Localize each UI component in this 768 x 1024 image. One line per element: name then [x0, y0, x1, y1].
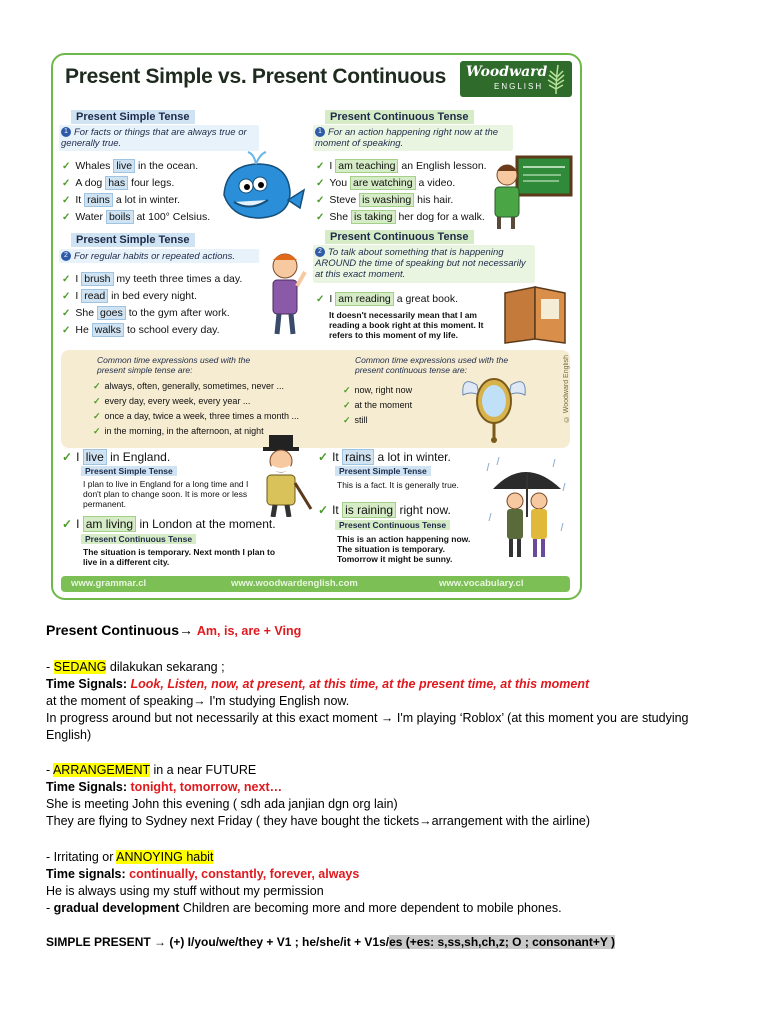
- check-icon: ✓: [62, 212, 71, 223]
- check-icon: ✓: [93, 426, 101, 436]
- check-icon: ✓: [343, 400, 351, 410]
- doc-line-sedang: - SEDANG dilakukan sekarang ;: [46, 660, 225, 674]
- rule-text: For an action happening right now at the moment of speaking.: [315, 127, 499, 149]
- big-example-line: ✓ I live in England.: [62, 450, 171, 464]
- example-line: ✓ She goes to the gym after work.: [62, 307, 230, 319]
- man-brushing-illustration: [259, 250, 313, 336]
- example-line: ✓ Water boils at 100° Celsius.: [62, 211, 211, 223]
- example-note: I plan to live in England for a long time and I don't plan to change soon. It is more or less permanent.: [83, 479, 249, 509]
- big-example-line: ✓ It rains a lot in winter.: [318, 450, 451, 464]
- verb-highlight: read: [81, 289, 108, 303]
- book-illustration: [501, 283, 569, 345]
- number-badge: 1: [61, 127, 71, 137]
- simple-rule-1: [61, 127, 259, 149]
- highlight-sedang: SEDANG: [53, 660, 107, 674]
- tense-tag: Present Continuous Tense: [81, 534, 196, 544]
- check-icon: ✓: [316, 195, 325, 206]
- gentleman-illustration: [249, 433, 321, 517]
- verb-highlight: live: [83, 449, 107, 465]
- woodward-logo: [460, 61, 572, 97]
- present-continuous-heading: [46, 622, 301, 640]
- check-icon: ✓: [316, 161, 325, 172]
- poster-footer: [61, 576, 570, 592]
- rule-text: For facts or things that are always true or generally true.: [61, 127, 247, 149]
- check-icon: ✓: [93, 396, 101, 406]
- simple-rule-2: [61, 251, 259, 262]
- verb-highlight: brush: [81, 272, 113, 286]
- tense-tag: Present Simple Tense: [335, 466, 431, 476]
- time-expression: ✓ in the morning, in the afternoon, at night: [93, 426, 264, 436]
- verb-highlight: has: [105, 176, 128, 190]
- example-line: ✓ Whales live in the ocean.: [62, 160, 199, 172]
- continuous-rule-2: [315, 247, 533, 280]
- footer-link-vocabulary[interactable]: www.vocabulary.cl: [439, 578, 524, 589]
- verb-highlight: live: [113, 159, 135, 173]
- example-line: ✓ I am teaching an English lesson.: [316, 160, 487, 172]
- verb-highlight: are watching: [350, 176, 416, 190]
- highlight-annoying: ANNOYING habit: [116, 850, 214, 864]
- check-icon: ✓: [62, 308, 71, 319]
- fern-icon: [544, 63, 568, 95]
- example-line: ✓ Steve is washing his hair.: [316, 194, 454, 206]
- doc-line-progress: In progress around but not necessarily at this exact moment → I'm playing ‘Roblox’ (at this moment you are studying English): [46, 711, 689, 742]
- grammar-infographic: [51, 53, 582, 600]
- check-icon: ✓: [62, 291, 71, 302]
- example-line: ✓ I read in bed every night.: [62, 290, 197, 302]
- number-badge: 2: [61, 251, 71, 261]
- doc-line-meeting: She is meeting John this evening ( sdh ada janjian dgn org lain): [46, 797, 398, 811]
- example-line: ✓ It rains a lot in winter.: [62, 194, 181, 206]
- time-signals-value: tonight, tomorrow, next…: [130, 780, 283, 794]
- continuous-tense-heading-2: Present Continuous Tense: [325, 230, 474, 244]
- check-icon: ✓: [62, 161, 71, 172]
- verb-highlight: rains: [342, 449, 374, 465]
- doc-time-signals-2: Time Signals: tonight, tomorrow, next…: [46, 780, 283, 794]
- rule-text: To talk about something that is happening AROUND the time of speaking but not necessarily at this exact moment.: [315, 247, 526, 280]
- verb-highlight: boils: [106, 210, 134, 224]
- check-icon: ✓: [62, 325, 71, 336]
- copyright-vertical: © Woodward English: [563, 355, 570, 423]
- check-icon: ✓: [316, 212, 325, 223]
- check-icon: ✓: [93, 381, 101, 391]
- tense-tag: Present Continuous Tense: [335, 520, 450, 530]
- example-line: ✓ A dog has four legs.: [62, 177, 175, 189]
- tense-tag: Present Simple Tense: [81, 466, 177, 476]
- logo-subtext: ENGLISH: [494, 82, 544, 91]
- doc-line-arrangement: - ARRANGEMENT in a near FUTURE: [46, 763, 257, 777]
- doc-line-gradual: - gradual development Children are becoming more and more dependent to mobile phones.: [46, 901, 562, 915]
- time-signals-value: continually, constantly, forever, always: [129, 867, 360, 881]
- big-example-line: ✓ It is raining right now.: [318, 503, 451, 517]
- simple-tense-heading-2: Present Simple Tense: [71, 233, 195, 247]
- check-icon: ✓: [318, 503, 329, 517]
- doc-line-moment: at the moment of speaking→ I'm studying English now.: [46, 694, 350, 708]
- verb-highlight: goes: [97, 306, 126, 320]
- check-icon: ✓: [62, 517, 73, 531]
- doc-line-stuff: He is always using my stuff without my permission: [46, 884, 324, 898]
- example-line: ✓ She is taking her dog for a walk.: [316, 211, 485, 223]
- verb-highlight: walks: [92, 323, 124, 337]
- check-icon: ✓: [316, 294, 325, 305]
- verb-highlight: am reading: [335, 292, 394, 306]
- time-expression: ✓ at the moment: [343, 400, 413, 410]
- time-expression: ✓ now, right now: [343, 385, 413, 395]
- time-expression: ✓ always, often, generally, sometimes, never ...: [93, 381, 284, 391]
- verb-highlight: am teaching: [335, 159, 398, 173]
- verb-highlight: is raining: [342, 502, 396, 518]
- example-line: ✓ I brush my teeth three times a day.: [62, 273, 243, 285]
- check-icon: ✓: [343, 385, 351, 395]
- simple-present-formula: SIMPLE PRESENT → (+) I/you/we/they + V1 ; he/she/it + V1s/es (+es: s,ss,sh,ch,z; O ; consonant+Y ): [46, 935, 615, 949]
- verb-highlight: am living: [83, 516, 136, 532]
- example-note: This is a fact. It is generally true.: [337, 480, 459, 490]
- heading-title: Present Continuous: [46, 622, 180, 638]
- time-expression: ✓ every day, every week, every year ...: [93, 396, 251, 406]
- umbrella-couple-illustration: [485, 453, 571, 565]
- continuous-note-2: It doesn't necessarily mean that I am reading a book right at this moment. It refers to this moment of my life.: [329, 310, 484, 340]
- example-line: ✓ He walks to school every day.: [62, 324, 220, 336]
- doc-line-annoying: - Irritating or ANNOYING habit: [46, 850, 214, 864]
- doc-line-flying: They are flying to Sydney next Friday ( they have bought the tickets→arrangement with the airline): [46, 814, 591, 828]
- continuous-tense-heading-1: Present Continuous Tense: [325, 110, 474, 124]
- footer-link-grammar[interactable]: www.grammar.cl: [71, 578, 147, 589]
- continuous-time-heading: Common time expressions used with the present continuous tense are:: [355, 355, 509, 375]
- check-icon: ✓: [62, 274, 71, 285]
- teacher-illustration: [489, 153, 573, 229]
- highlight-arrangement: ARRANGEMENT: [52, 763, 150, 777]
- whale-illustration: [216, 150, 306, 230]
- check-icon: ✓: [343, 415, 351, 425]
- verb-highlight: is washing: [359, 193, 414, 207]
- flying-clock-illustration: [459, 365, 529, 443]
- logo-text: Woodward: [466, 64, 548, 80]
- arrow-icon: →: [179, 622, 194, 638]
- time-expression: ✓ still: [343, 415, 368, 425]
- time-signals-value: Look, Listen, now, at present, at this time, at the present time, at this moment: [130, 677, 590, 691]
- time-expression: ✓ once a day, twice a week, three times a month ...: [93, 411, 299, 421]
- example-note: This is an action happening now. The situation is temporary. Tomorrow it might be sunny.: [337, 534, 471, 564]
- big-example-line: ✓ I am living in London at the moment.: [62, 517, 276, 531]
- check-icon: ✓: [62, 195, 71, 206]
- rule-text: For regular habits or repeated actions.: [74, 251, 236, 262]
- verb-highlight: rains: [84, 193, 113, 207]
- check-icon: ✓: [62, 450, 73, 464]
- check-icon: ✓: [316, 178, 325, 189]
- example-line: ✓ You are watching a video.: [316, 177, 456, 189]
- doc-time-signals-3: Time signals: continually, constantly, forever, always: [46, 867, 360, 881]
- verb-highlight: is taking: [351, 210, 396, 224]
- heading-formula: Am, is, are + Ving: [196, 624, 302, 638]
- number-badge: 1: [315, 127, 325, 137]
- highlight-es-rule: es (+es: s,ss,sh,ch,z; O ; consonant+Y ): [389, 935, 615, 949]
- simple-tense-heading-1: Present Simple Tense: [71, 110, 195, 124]
- example-line: ✓ I am reading a great book.: [316, 293, 458, 305]
- check-icon: ✓: [62, 178, 71, 189]
- check-icon: ✓: [318, 450, 329, 464]
- poster-title: Present Simple vs. Present Continuous: [65, 65, 446, 88]
- check-icon: ✓: [93, 411, 101, 421]
- example-note: The situation is temporary. Next month I plan to live in a different city.: [83, 547, 276, 567]
- number-badge: 2: [315, 247, 325, 257]
- simple-time-heading: Common time expressions used with the present simple tense are:: [97, 355, 251, 375]
- doc-time-signals-1: Time Signals: Look, Listen, now, at present, at this time, at the present time, at this moment: [46, 677, 590, 691]
- continuous-rule-1: [315, 127, 511, 149]
- footer-link-woodward[interactable]: www.woodwardenglish.com: [231, 578, 358, 589]
